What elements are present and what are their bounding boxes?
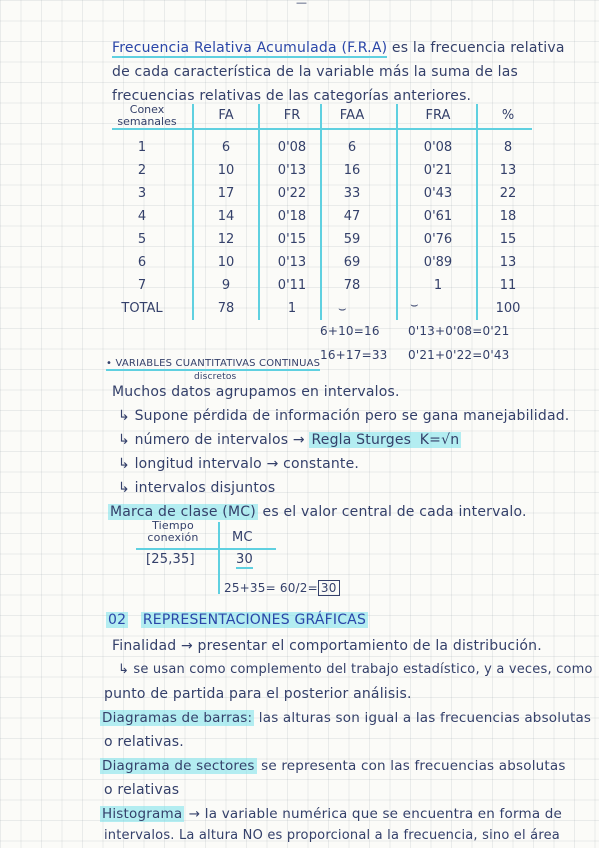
table-cell: 0'11 [277, 278, 307, 293]
faa-note-2: 16+17=33 [320, 348, 388, 362]
table-header-cell: Conex semanales [117, 103, 177, 128]
table-cell: 7 [137, 278, 147, 293]
table-cell: 100 [495, 301, 521, 316]
table-cell: 78 [217, 301, 235, 316]
table-cell: 1 [137, 140, 147, 155]
table-cell: 3 [137, 186, 147, 201]
mc-table-header-right: MC [232, 530, 253, 545]
table-cell: 0'43 [423, 186, 453, 201]
table-cell: 47 [343, 209, 361, 224]
table-header-cell: FRA [425, 108, 451, 123]
table-cell: 22 [499, 186, 517, 201]
continuous-sub1: ↳ Supone pérdida de información pero se gana manejabilidad. [118, 408, 570, 424]
section2-number: 02 [108, 612, 127, 628]
fra-definition-line1 [112, 40, 565, 56]
table-cell: 17 [217, 186, 235, 201]
table-column-rule [396, 104, 398, 320]
mc-calc [224, 580, 340, 596]
fra-definition-line2: de cada característica de la variable más la suma de las [112, 64, 519, 80]
table-column-rule [258, 104, 260, 320]
table-cell: 0'13 [277, 163, 307, 178]
table-cell: 14 [217, 209, 235, 224]
barras-rest: las alturas son igual a las frecuencias absolutas [254, 710, 592, 726]
table-cell: 6 [221, 140, 231, 155]
fra-definition-rest: es la frecuencia relativa [387, 40, 565, 56]
table-column-rule [192, 104, 194, 320]
continuous-sub2 [118, 432, 461, 448]
mc-term: Marca de clase (MC) [110, 504, 256, 520]
fra-brace: ⌣ [410, 298, 419, 313]
table-header-cell: FAA [339, 108, 365, 123]
sectores-term: Diagrama de sectores [102, 758, 255, 774]
section-continuous-heading: • VARIABLES CUANTITATIVAS CONTINUAS [106, 358, 321, 369]
table-cell: 4 [137, 209, 147, 224]
table-cell: 10 [217, 255, 235, 270]
mc-table-header-left: Tiempo conexión [147, 519, 199, 544]
sturges-formula: K=√n [415, 432, 460, 448]
mc-rest: es el valor central de cada intervalo. [257, 504, 527, 520]
table-cell: 13 [499, 255, 517, 270]
table-cell: 1 [287, 301, 297, 316]
barras-term: Diagramas de barras: [102, 710, 253, 726]
sturges-rule: Regla Sturges [311, 432, 412, 448]
table-cell: TOTAL [121, 301, 163, 316]
fra-term: Frecuencia Relativa Acumulada (F.R.A) [112, 40, 388, 56]
histograma-rest: → la variable numérica que se encuentra en forma de [184, 806, 563, 822]
insert-note: discretos [194, 372, 237, 382]
top-mark: — [296, 0, 308, 9]
table-cell: 0'08 [423, 140, 453, 155]
finalidad-sub2: punto de partida para el posterior análisis. [104, 686, 412, 702]
mc-table-rule [136, 548, 276, 550]
table-cell: 9 [221, 278, 231, 293]
table-cell: 0'89 [423, 255, 453, 270]
fra-note-1: 0'13+0'08=0'21 [408, 324, 510, 338]
continuous-line1: Muchos datos agrupamos en intervalos. [112, 384, 400, 400]
table-cell: 18 [499, 209, 517, 224]
histograma-line [100, 806, 562, 822]
table-cell: 0'15 [277, 232, 307, 247]
table-cell: 15 [499, 232, 517, 247]
barras-line2: o relativas. [104, 734, 184, 750]
mc-table-interval: [25,35] [146, 552, 195, 567]
table-cell: 12 [217, 232, 235, 247]
table-cell: 0'18 [277, 209, 307, 224]
mc-definition [108, 504, 527, 520]
histograma-line2: intervalos. La altura NO es proporcional a la frecuencia, sino el área [104, 828, 560, 843]
barras-line [100, 710, 591, 726]
mc-calc-expression: 25+35= 60/2= [224, 581, 318, 595]
faa-brace: ⌣ [338, 302, 347, 317]
table-cell: 0'21 [423, 163, 453, 178]
table-header-cell: FA [218, 108, 234, 123]
mc-table-column-rule [218, 522, 220, 594]
table-cell: 2 [137, 163, 147, 178]
sectores-line [100, 758, 566, 774]
table-cell: 6 [347, 140, 357, 155]
fra-definition-line3: frecuencias relativas de las categorías anteriores. [112, 88, 472, 104]
table-cell: 5 [137, 232, 147, 247]
table-header-cell: FR [283, 108, 301, 123]
table-cell: 8 [503, 140, 513, 155]
table-cell: 69 [343, 255, 361, 270]
table-cell: 0'08 [277, 140, 307, 155]
mc-calc-result: 30 [318, 580, 340, 596]
faa-note-1: 6+10=16 [320, 324, 380, 338]
table-header-cell: % [501, 108, 515, 123]
sub2-text: ↳ número de intervalos → [118, 432, 310, 448]
finalidad-line: Finalidad → presentar el comportamiento de la distribución. [112, 638, 542, 654]
table-cell: 0'61 [423, 209, 453, 224]
histograma-term: Histograma [102, 806, 183, 822]
section2-heading [106, 612, 368, 628]
table-cell: 0'76 [423, 232, 453, 247]
finalidad-sub: ↳ se usan como complemento del trabajo estadístico, y a veces, como [118, 662, 593, 677]
mc-table-value: 30 [236, 552, 253, 567]
table-cell: 16 [343, 163, 361, 178]
fra-note-2: 0'21+0'22=0'43 [408, 348, 510, 362]
table-cell: 1 [433, 278, 443, 293]
table-cell: 6 [137, 255, 147, 270]
table-cell: 59 [343, 232, 361, 247]
table-cell: 0'13 [277, 255, 307, 270]
table-cell: 33 [343, 186, 361, 201]
sectores-rest: se representa con las frecuencias absolutas [256, 758, 566, 774]
sectores-line2: o relativas [104, 782, 180, 798]
table-cell: 10 [217, 163, 235, 178]
table-cell: 78 [343, 278, 361, 293]
table-cell: 11 [499, 278, 517, 293]
section2-title: REPRESENTACIONES GRÁFICAS [142, 612, 367, 628]
table-cell: 13 [499, 163, 517, 178]
table-cell: 0'22 [277, 186, 307, 201]
table-header-rule [112, 128, 532, 130]
continuous-sub4: ↳ intervalos disjuntos [118, 480, 276, 496]
continuous-sub3: ↳ longitud intervalo → constante. [118, 456, 360, 472]
